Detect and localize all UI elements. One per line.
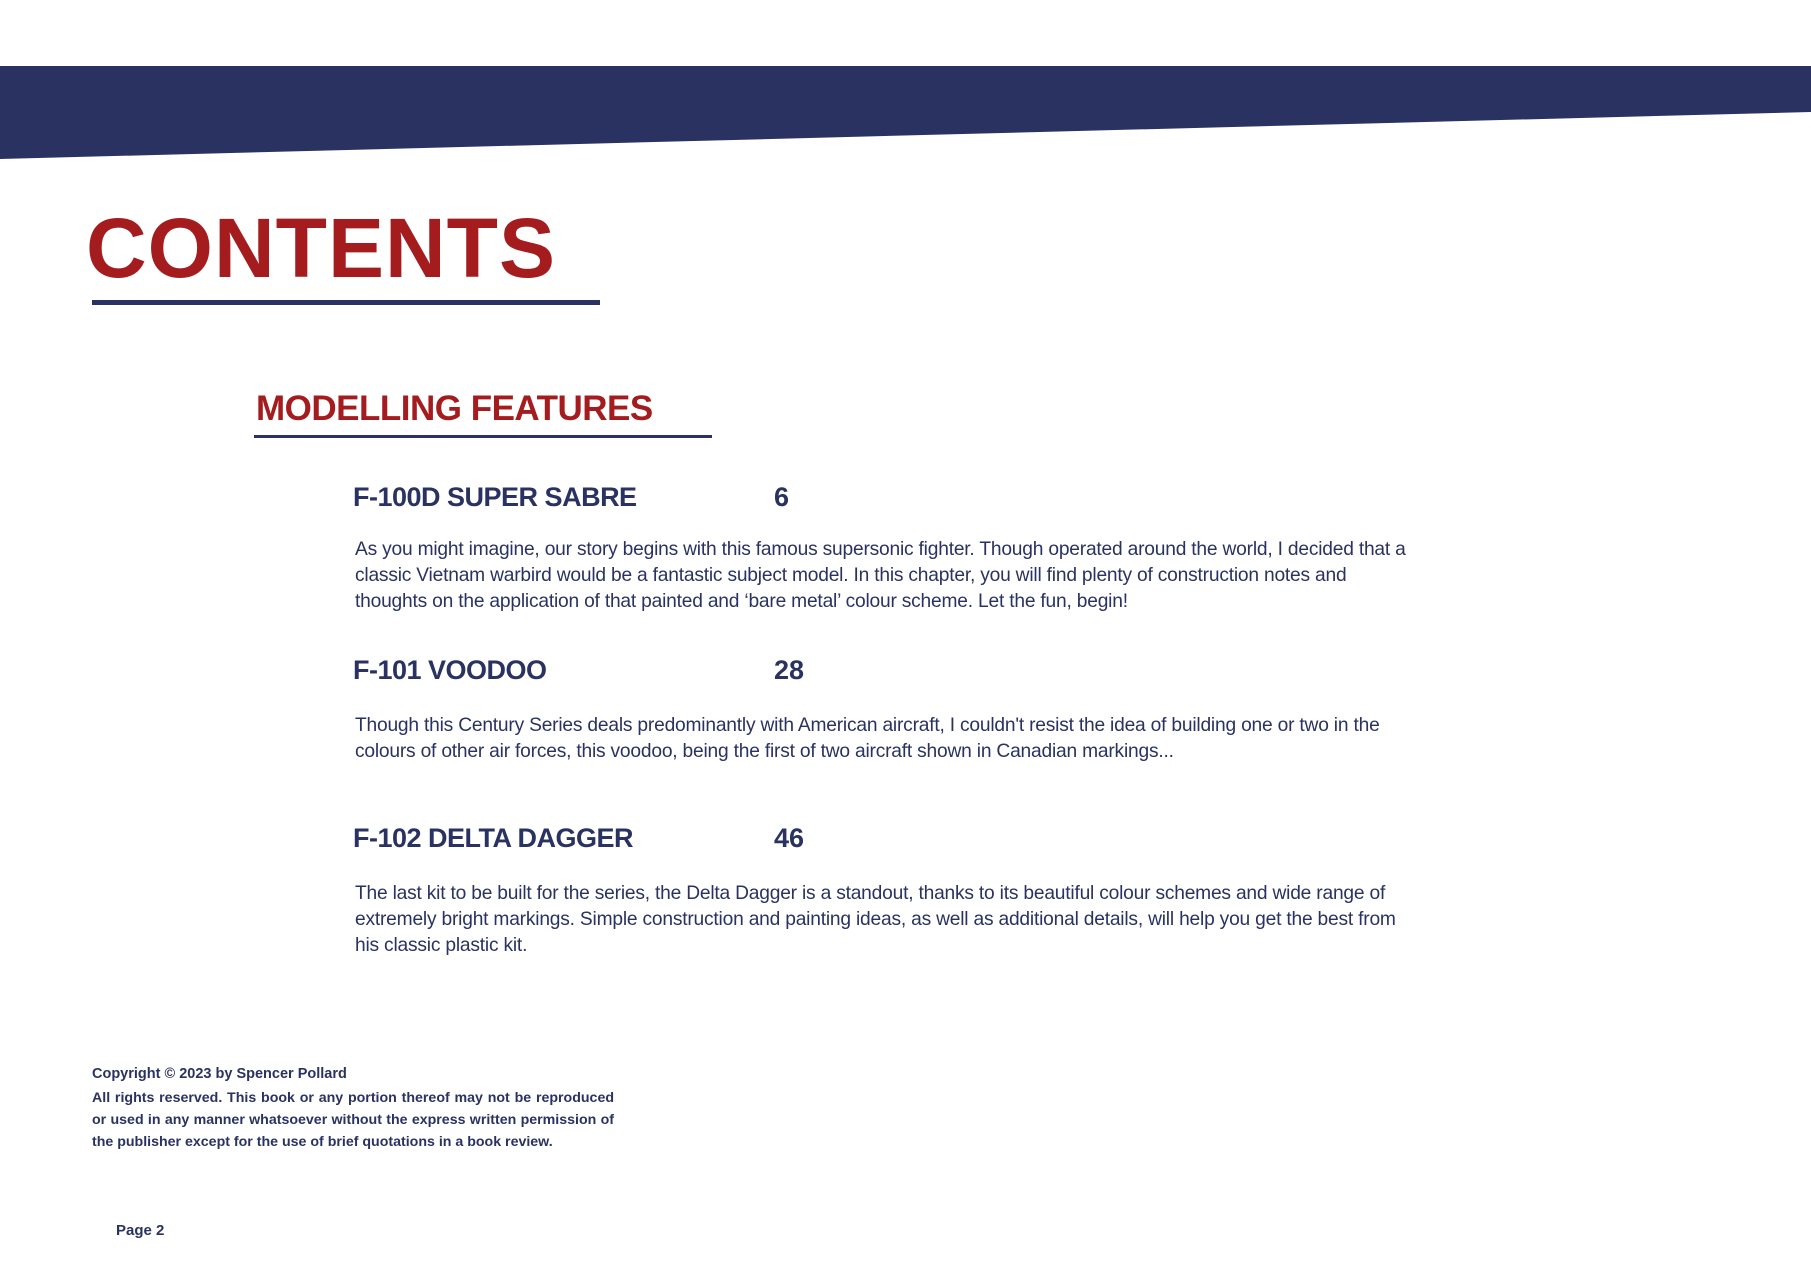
toc-entry-description: Though this Century Series deals predominantly with American aircraft, I couldn't resist the idea of building one or two in the colours of other air forces, this voodoo, being the first of two aircraft shown in Canadian markings...: [355, 715, 1380, 762]
header-banner: [0, 0, 1811, 170]
toc-entry-title[interactable]: F-101 VOODOO: [353, 655, 547, 685]
toc-entry-title[interactable]: F-102 DELTA DAGGER: [353, 823, 634, 853]
page-number: Page 2: [116, 1222, 165, 1239]
toc-entry-title[interactable]: F-100D SUPER SABRE: [353, 482, 637, 512]
toc-entry-f102[interactable]: [353, 825, 1413, 959]
toc-entry-f100d[interactable]: [353, 484, 1413, 615]
toc-entry-page-number[interactable]: 28: [774, 655, 805, 685]
toc-entry-description: As you might imagine, our story begins with this famous supersonic fighter. Though operated around the world, I decided that a classic Vietnam warbird would be a fantastic subject model. In this chapter, you will find plenty of construction notes and thoughts on the application of that painted and ‘bare metal’ colour scheme. Let the fun, begin!: [355, 539, 1406, 612]
copyright-block: [92, 1064, 614, 1153]
toc-entry-description: The last kit to be built for the series, the Delta Dagger is a standout, thanks to its beautiful colour schemes and wide range of extremely bright markings. Simple construction and painting ideas, as well as additional details, will help you get the best from his classic plastic kit.: [355, 883, 1396, 956]
page-title: CONTENTS: [86, 201, 556, 295]
title-underline: [92, 300, 600, 305]
copyright-notice: Copyright © 2023 by Spencer Pollard: [92, 1066, 347, 1082]
section-underline: [254, 435, 712, 438]
section-heading: MODELLING FEATURES: [256, 389, 653, 428]
toc-entry-f101[interactable]: [353, 657, 1413, 765]
toc-entry-page-number[interactable]: 46: [774, 823, 805, 853]
toc-entry-page-number[interactable]: 6: [774, 482, 790, 512]
rights-statement: All rights reserved. This book or any portion thereof may not be reproduced or used in any manner whatsoever without the express written permission of the publisher except for the use of brief quotations in a book review.: [92, 1090, 614, 1150]
